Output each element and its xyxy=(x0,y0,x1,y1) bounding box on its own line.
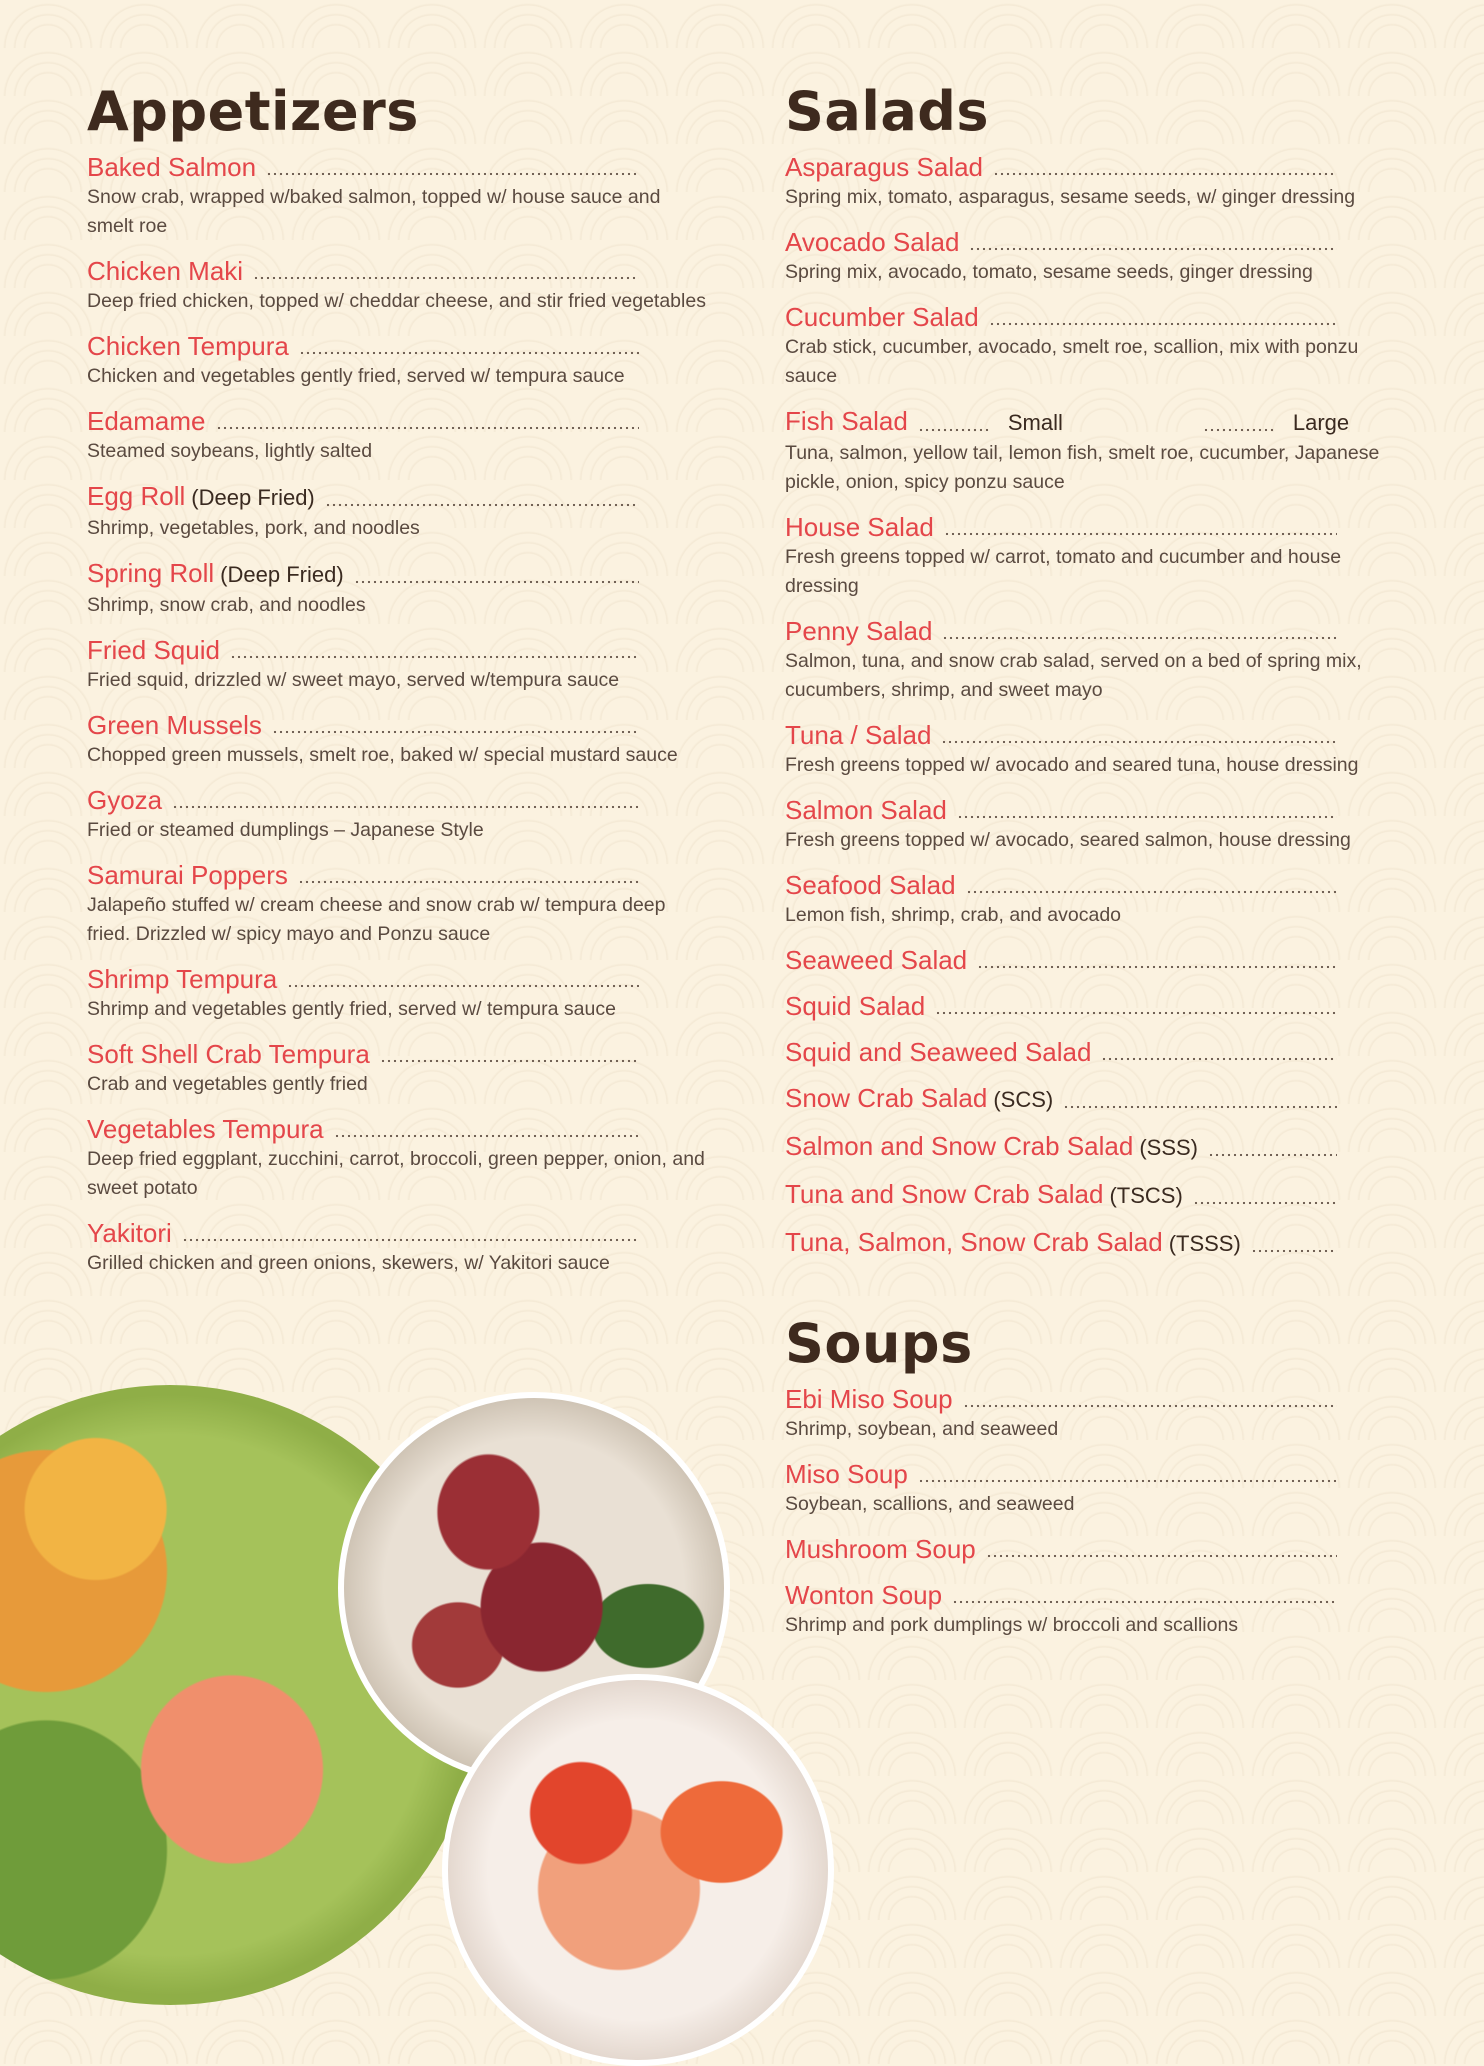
menu-item-header xyxy=(785,511,1415,543)
menu-item-name: Tuna, Salmon, Snow Crab Salad xyxy=(785,1227,1163,1257)
menu-item-header xyxy=(785,1533,1415,1565)
menu-item xyxy=(87,557,707,620)
menu-item-name: Penny Salad xyxy=(785,616,933,646)
dot-leader xyxy=(272,730,639,734)
menu-item-description: Fried or steamed dumplings – Japanese Style xyxy=(87,819,484,841)
dot-leader xyxy=(299,351,639,355)
menu-item-header xyxy=(785,1082,1415,1116)
menu-item-header xyxy=(785,1036,1415,1068)
menu-item-description: Crab stick, cucumber, avocado, smelt roe, scallion, mix with ponzu sauce xyxy=(785,336,1359,387)
menu-item-name: Fried Squid xyxy=(87,635,220,665)
dot-leader xyxy=(952,1600,1337,1604)
dot-leader xyxy=(334,1134,639,1138)
menu-item-description: Crab and vegetables gently fried xyxy=(87,1073,368,1095)
menu-item-description: Shrimp, soybean, and seaweed xyxy=(785,1418,1059,1440)
menu-item-name: Seaweed Salad xyxy=(785,945,968,975)
menu-item-name: Salmon and Snow Crab Salad xyxy=(785,1131,1134,1161)
menu-item-name: Fish Salad xyxy=(785,406,908,436)
menu-item-note: (Deep Fried) xyxy=(191,485,315,510)
menu-item xyxy=(785,1226,1415,1260)
menu-item-header xyxy=(785,1178,1415,1212)
menu-item xyxy=(87,405,707,466)
menu-item xyxy=(785,794,1415,855)
dot-leader xyxy=(1251,1249,1337,1253)
menu-item xyxy=(785,990,1415,1022)
menu-item-name: Salmon Salad xyxy=(785,795,947,825)
menu-item-description: Fresh greens topped w/ avocado, seared salmon, house dressing xyxy=(785,829,1351,851)
menu-item-description: Tuna, salmon, yellow tail, lemon fish, smelt roe, cucumber, Japanese pickle, onion, spicy ponzu sauce xyxy=(785,442,1380,493)
menu-item xyxy=(785,1178,1415,1212)
soups-title: Soups xyxy=(785,1312,973,1375)
menu-item-name: Edamame xyxy=(87,406,206,436)
menu-item-description: Deep fried eggplant, zucchini, carrot, broccoli, green pepper, onion, and sweet potato xyxy=(87,1148,705,1199)
menu-item-description: Chopped green mussels, smelt roe, baked w/ special mustard sauce xyxy=(87,744,678,766)
menu-item-header xyxy=(785,1226,1415,1260)
menu-item-header xyxy=(87,709,707,741)
menu-item-header xyxy=(87,255,707,287)
menu-item xyxy=(87,330,707,391)
menu-item-note: (Deep Fried) xyxy=(220,562,344,587)
dot-leader xyxy=(986,1554,1337,1558)
menu-item xyxy=(785,1458,1415,1519)
menu-item-header xyxy=(87,1038,707,1070)
menu-item-header xyxy=(785,869,1415,901)
menu-item xyxy=(785,511,1415,601)
menu-item xyxy=(87,480,707,543)
dot-leader xyxy=(941,740,1337,744)
dot-leader xyxy=(944,532,1337,536)
menu-item-name: Tuna / Salad xyxy=(785,720,932,750)
dot-leader xyxy=(253,276,639,280)
menu-item-description: Steamed soybeans, lightly salted xyxy=(87,440,373,462)
dot-leader xyxy=(942,636,1337,640)
menu-item xyxy=(87,859,707,949)
dot-leader xyxy=(935,1011,1337,1015)
dot-leader xyxy=(1203,428,1275,432)
menu-item-header xyxy=(87,634,707,666)
dot-leader xyxy=(1101,1057,1337,1061)
menu-item-name: Mushroom Soup xyxy=(785,1534,976,1564)
size-label: Small xyxy=(1007,410,1063,435)
dot-leader xyxy=(298,880,639,884)
menu-item xyxy=(785,944,1415,976)
menu-item xyxy=(785,1383,1415,1444)
menu-item-description: Jalapeño stuffed w/ cream cheese and snow crab w/ tempura deep fried. Drizzled w/ spicy mayo and Ponzu sauce xyxy=(87,894,666,945)
menu-item-description: Grilled chicken and green onions, skewers, w/ Yakitori sauce xyxy=(87,1252,610,1274)
menu-item-name: Cucumber Salad xyxy=(785,302,979,332)
menu-item-header xyxy=(87,330,707,362)
menu-item-name: Snow Crab Salad xyxy=(785,1083,988,1113)
menu-item-header xyxy=(87,859,707,891)
menu-item xyxy=(785,615,1415,705)
menu-item-name: Baked Salmon xyxy=(87,152,257,182)
menu-item-note: (TSSS) xyxy=(1168,1231,1241,1256)
menu-item-description: Fresh greens topped w/ avocado and seared tuna, house dressing xyxy=(785,754,1359,776)
menu-item-name: Wonton Soup xyxy=(785,1580,943,1610)
menu-item-name: Spring Roll xyxy=(87,558,215,588)
menu-item-header xyxy=(785,719,1415,751)
menu-item-description: Salmon, tuna, and snow crab salad, served on a bed of spring mix, cucumbers, shrimp, and sweet mayo xyxy=(785,650,1362,701)
menu-item-header xyxy=(87,557,707,591)
menu-item-name: Ebi Miso Soup xyxy=(785,1384,953,1414)
menu-item-name: Chicken Tempura xyxy=(87,331,289,361)
menu-item-header xyxy=(87,1217,707,1249)
menu-item-header xyxy=(785,226,1415,258)
dot-leader xyxy=(266,172,639,176)
menu-item-name: Squid and Seaweed Salad xyxy=(785,1037,1092,1067)
dot-leader xyxy=(966,890,1337,894)
menu-item-note: (SSS) xyxy=(1139,1135,1199,1160)
dot-leader xyxy=(380,1059,639,1063)
menu-item-name: Miso Soup xyxy=(785,1459,908,1489)
dot-leader xyxy=(989,322,1337,326)
menu-item-name: Asparagus Salad xyxy=(785,152,984,182)
menu-item-note: (TSCS) xyxy=(1109,1183,1183,1208)
size-label: Large xyxy=(1292,410,1350,435)
menu-item-name: House Salad xyxy=(785,512,934,542)
menu-item-header xyxy=(785,794,1415,826)
menu-item-header xyxy=(785,1383,1415,1415)
menu-item xyxy=(785,869,1415,930)
salads-list xyxy=(785,151,1415,1260)
menu-item xyxy=(785,1579,1415,1640)
dot-leader xyxy=(354,580,639,584)
menu-item-header xyxy=(785,301,1415,333)
menu-item-header xyxy=(785,405,1415,439)
dot-leader xyxy=(172,805,639,809)
appetizers-list xyxy=(87,151,707,1278)
menu-item-description: Snow crab, wrapped w/baked salmon, topped w/ house sauce and smelt roe xyxy=(87,186,661,237)
salads-soups-column xyxy=(785,70,1415,1654)
menu-item-header xyxy=(785,990,1415,1022)
menu-item-description: Soybean, scallions, and seaweed xyxy=(785,1493,1075,1515)
menu-item-name: Squid Salad xyxy=(785,991,926,1021)
menu-item-description: Shrimp, snow crab, and noodles xyxy=(87,594,366,616)
menu-item xyxy=(785,151,1415,212)
menu-item-name: Gyoza xyxy=(87,785,163,815)
dot-leader xyxy=(963,1404,1337,1408)
menu-item xyxy=(785,301,1415,391)
menu-item-name: Chicken Maki xyxy=(87,256,244,286)
dot-leader xyxy=(287,984,639,988)
menu-item xyxy=(785,226,1415,287)
menu-item-name: Shrimp Tempura xyxy=(87,964,278,994)
menu-item-name: Avocado Salad xyxy=(785,227,960,257)
dot-leader xyxy=(216,426,640,430)
menu-item xyxy=(87,634,707,695)
appetizers-title: Appetizers xyxy=(87,80,419,143)
menu-item xyxy=(87,963,707,1024)
menu-item-header xyxy=(87,480,707,514)
menu-item-name: Seafood Salad xyxy=(785,870,956,900)
menu-item-note: (SCS) xyxy=(993,1087,1054,1112)
dot-leader xyxy=(977,965,1337,969)
dot-leader xyxy=(1208,1153,1337,1157)
menu-item-description: Deep fried chicken, topped w/ cheddar cheese, and stir fried vegetables xyxy=(87,290,706,312)
menu-item-name: Yakitori xyxy=(87,1218,172,1248)
menu-item xyxy=(785,1130,1415,1164)
dot-leader xyxy=(918,428,990,432)
menu-item-description: Fried squid, drizzled w/ sweet mayo, served w/tempura sauce xyxy=(87,669,620,691)
menu-item xyxy=(785,405,1415,497)
menu-item xyxy=(87,255,707,316)
menu-item xyxy=(87,1113,707,1203)
menu-item-header xyxy=(87,151,707,183)
menu-item-description: Chicken and vegetables gently fried, served w/ tempura sauce xyxy=(87,365,625,387)
menu-item-description: Shrimp and pork dumplings w/ broccoli and scallions xyxy=(785,1614,1239,1636)
menu-item-header xyxy=(785,1458,1415,1490)
soups-list xyxy=(785,1383,1415,1640)
menu-item xyxy=(785,1533,1415,1565)
menu-item-header xyxy=(87,963,707,995)
menu-item xyxy=(785,719,1415,780)
menu-item xyxy=(87,709,707,770)
salads-title: Salads xyxy=(785,80,990,143)
dot-leader xyxy=(230,655,639,659)
dot-leader xyxy=(969,247,1337,251)
dot-leader xyxy=(918,1479,1337,1483)
menu-item-header xyxy=(785,1579,1415,1611)
menu-item-name: Samurai Poppers xyxy=(87,860,288,890)
menu-item-header xyxy=(87,784,707,816)
menu-item-header xyxy=(87,1113,707,1145)
menu-item-description: Shrimp, vegetables, pork, and noodles xyxy=(87,517,420,539)
dot-leader xyxy=(1063,1105,1337,1109)
menu-item-description: Shrimp and vegetables gently fried, served w/ tempura sauce xyxy=(87,998,616,1020)
menu-item-name: Tuna and Snow Crab Salad xyxy=(785,1179,1104,1209)
dot-leader xyxy=(182,1238,639,1242)
appetizers-column xyxy=(87,70,707,1292)
salmon-roe-photo xyxy=(442,1674,834,2066)
menu-item-header xyxy=(785,615,1415,647)
menu-item xyxy=(785,1036,1415,1068)
menu-item xyxy=(785,1082,1415,1116)
dot-leader xyxy=(1193,1201,1337,1205)
menu-item xyxy=(87,151,707,241)
menu-item-header xyxy=(87,405,707,437)
menu-item-description: Lemon fish, shrimp, crab, and avocado xyxy=(785,904,1122,926)
menu-item xyxy=(87,1217,707,1278)
menu-item-name: Egg Roll xyxy=(87,481,186,511)
menu-item-name: Soft Shell Crab Tempura xyxy=(87,1039,370,1069)
menu-item-name: Green Mussels xyxy=(87,710,262,740)
menu-item-header xyxy=(785,944,1415,976)
menu-item-description: Spring mix, tomato, asparagus, sesame seeds, w/ ginger dressing xyxy=(785,186,1356,208)
menu-item-description: Spring mix, avocado, tomato, sesame seeds, ginger dressing xyxy=(785,261,1313,283)
dot-leader xyxy=(957,815,1337,819)
menu-item-name: Vegetables Tempura xyxy=(87,1114,324,1144)
menu-item-header xyxy=(785,151,1415,183)
menu-item xyxy=(87,1038,707,1099)
dot-leader xyxy=(325,503,639,507)
menu-item-description: Fresh greens topped w/ carrot, tomato and cucumber and house dressing xyxy=(785,546,1342,597)
menu-item xyxy=(87,784,707,845)
dot-leader xyxy=(993,172,1337,176)
menu-item-header xyxy=(785,1130,1415,1164)
